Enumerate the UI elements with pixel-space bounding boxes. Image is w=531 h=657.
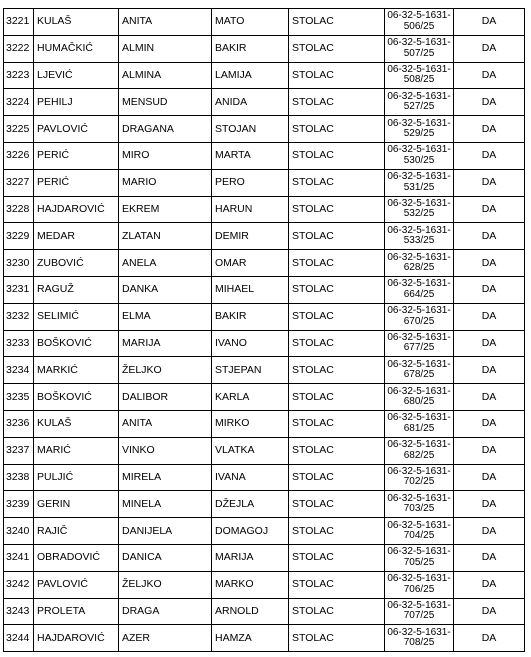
surname-cell: LJEVIĆ bbox=[34, 62, 119, 89]
case-number-cell bbox=[385, 89, 454, 116]
parent-name-cell: HAMZA bbox=[212, 625, 289, 652]
table-row bbox=[4, 35, 525, 62]
parent-name-cell: BAKIR bbox=[212, 35, 289, 62]
case-number-prefix: 06-32-5-1631- bbox=[387, 573, 451, 585]
status-cell: DA bbox=[454, 89, 525, 116]
surname-cell: SELIMIĆ bbox=[34, 303, 119, 330]
row-number: 3237 bbox=[4, 437, 34, 464]
case-number-prefix: 06-32-5-1631- bbox=[387, 599, 451, 611]
status-cell: DA bbox=[454, 491, 525, 518]
case-number-prefix: 06-32-5-1631- bbox=[387, 37, 451, 49]
first-name-cell: ZLATAN bbox=[119, 223, 212, 250]
status-cell: DA bbox=[454, 437, 525, 464]
case-number-prefix: 06-32-5-1631- bbox=[387, 117, 451, 129]
case-number-prefix: 06-32-5-1631- bbox=[387, 90, 451, 102]
surname-cell: RAJIČ bbox=[34, 518, 119, 545]
row-number: 3243 bbox=[4, 598, 34, 625]
table-row bbox=[4, 571, 525, 598]
status-cell: DA bbox=[454, 35, 525, 62]
municipality-cell: STOLAC bbox=[289, 464, 385, 491]
row-number: 3234 bbox=[4, 357, 34, 384]
table-row bbox=[4, 357, 525, 384]
table-row bbox=[4, 9, 525, 36]
status-cell: DA bbox=[454, 571, 525, 598]
table-row bbox=[4, 464, 525, 491]
table-row bbox=[4, 437, 525, 464]
municipality-cell: STOLAC bbox=[289, 62, 385, 89]
row-number: 3221 bbox=[4, 9, 34, 36]
case-number-prefix: 06-32-5-1631- bbox=[387, 492, 451, 504]
first-name-cell: ANELA bbox=[119, 250, 212, 277]
parent-name-cell: MIHAEL bbox=[212, 276, 289, 303]
first-name-cell: ALMIN bbox=[119, 35, 212, 62]
first-name-cell: DALIBOR bbox=[119, 384, 212, 411]
row-number: 3244 bbox=[4, 625, 34, 652]
table-row bbox=[4, 625, 525, 652]
case-number-suffix: 531/25 bbox=[403, 181, 435, 193]
table-row bbox=[4, 410, 525, 437]
case-number-suffix: 680/25 bbox=[403, 396, 435, 408]
case-number-cell bbox=[385, 464, 454, 491]
parent-name-cell: DEMIR bbox=[212, 223, 289, 250]
municipality-cell: STOLAC bbox=[289, 35, 385, 62]
row-number: 3240 bbox=[4, 518, 34, 545]
case-number-cell bbox=[385, 384, 454, 411]
first-name-cell: ŽELJKO bbox=[119, 357, 212, 384]
status-cell: DA bbox=[454, 464, 525, 491]
first-name-cell: ALMINA bbox=[119, 62, 212, 89]
case-number-prefix: 06-32-5-1631- bbox=[387, 305, 451, 317]
case-number-cell bbox=[385, 571, 454, 598]
status-cell: DA bbox=[454, 169, 525, 196]
parent-name-cell: PERO bbox=[212, 169, 289, 196]
status-cell: DA bbox=[454, 9, 525, 36]
row-number: 3226 bbox=[4, 142, 34, 169]
case-number-prefix: 06-32-5-1631- bbox=[387, 626, 451, 638]
case-number-prefix: 06-32-5-1631- bbox=[387, 412, 451, 424]
surname-cell: HAJDAROVIĆ bbox=[34, 625, 119, 652]
case-number-suffix: 670/25 bbox=[403, 315, 435, 327]
first-name-cell: DRAGA bbox=[119, 598, 212, 625]
surname-cell: BOŠKOVIĆ bbox=[34, 384, 119, 411]
parent-name-cell: IVANO bbox=[212, 330, 289, 357]
case-number-cell bbox=[385, 303, 454, 330]
first-name-cell: ELMA bbox=[119, 303, 212, 330]
municipality-cell: STOLAC bbox=[289, 544, 385, 571]
table-row bbox=[4, 62, 525, 89]
municipality-cell: STOLAC bbox=[289, 169, 385, 196]
parent-name-cell: OMAR bbox=[212, 250, 289, 277]
table-row bbox=[4, 384, 525, 411]
case-number-suffix: 677/25 bbox=[403, 342, 435, 354]
parent-name-cell: MATO bbox=[212, 9, 289, 36]
surname-cell: HAJDAROVIĆ bbox=[34, 196, 119, 223]
status-cell: DA bbox=[454, 223, 525, 250]
row-number: 3232 bbox=[4, 303, 34, 330]
status-cell: DA bbox=[454, 330, 525, 357]
case-number-suffix: 678/25 bbox=[403, 369, 435, 381]
surname-cell: MARIĆ bbox=[34, 437, 119, 464]
first-name-cell: DRAGANA bbox=[119, 116, 212, 143]
case-number-cell bbox=[385, 598, 454, 625]
case-number-cell bbox=[385, 357, 454, 384]
row-number: 3230 bbox=[4, 250, 34, 277]
case-number-cell bbox=[385, 142, 454, 169]
case-number-cell bbox=[385, 410, 454, 437]
parent-name-cell: HARUN bbox=[212, 196, 289, 223]
first-name-cell: DANIJELA bbox=[119, 518, 212, 545]
case-number-prefix: 06-32-5-1631- bbox=[387, 465, 451, 477]
table-row bbox=[4, 518, 525, 545]
row-number: 3236 bbox=[4, 410, 34, 437]
first-name-cell: DANKA bbox=[119, 276, 212, 303]
row-number: 3227 bbox=[4, 169, 34, 196]
case-number-cell bbox=[385, 625, 454, 652]
case-number-suffix: 682/25 bbox=[403, 449, 435, 461]
case-number-prefix: 06-32-5-1631- bbox=[387, 251, 451, 263]
case-number-prefix: 06-32-5-1631- bbox=[387, 331, 451, 343]
row-number: 3222 bbox=[4, 35, 34, 62]
surname-cell: PULJIĆ bbox=[34, 464, 119, 491]
row-number: 3241 bbox=[4, 544, 34, 571]
table-row bbox=[4, 276, 525, 303]
case-number-cell bbox=[385, 544, 454, 571]
case-number-prefix: 06-32-5-1631- bbox=[387, 224, 451, 236]
table-row bbox=[4, 116, 525, 143]
table-row bbox=[4, 169, 525, 196]
case-number-prefix: 06-32-5-1631- bbox=[387, 10, 451, 22]
municipality-cell: STOLAC bbox=[289, 116, 385, 143]
first-name-cell: MIRO bbox=[119, 142, 212, 169]
row-number: 3233 bbox=[4, 330, 34, 357]
case-number-suffix: 532/25 bbox=[403, 208, 435, 220]
parent-name-cell: MIRKO bbox=[212, 410, 289, 437]
first-name-cell: DANICA bbox=[119, 544, 212, 571]
parent-name-cell: IVANA bbox=[212, 464, 289, 491]
records-table bbox=[3, 8, 525, 652]
surname-cell: RAGUŽ bbox=[34, 276, 119, 303]
case-number-cell bbox=[385, 518, 454, 545]
table-row bbox=[4, 223, 525, 250]
case-number-cell bbox=[385, 276, 454, 303]
parent-name-cell: ANIDA bbox=[212, 89, 289, 116]
parent-name-cell: VLATKA bbox=[212, 437, 289, 464]
table-row bbox=[4, 544, 525, 571]
case-number-suffix: 708/25 bbox=[403, 637, 435, 649]
table-row bbox=[4, 303, 525, 330]
case-number-prefix: 06-32-5-1631- bbox=[387, 171, 451, 183]
status-cell: DA bbox=[454, 250, 525, 277]
case-number-suffix: 664/25 bbox=[403, 288, 435, 300]
surname-cell: GERIN bbox=[34, 491, 119, 518]
row-number: 3242 bbox=[4, 571, 34, 598]
surname-cell: HUMAČKIĆ bbox=[34, 35, 119, 62]
municipality-cell: STOLAC bbox=[289, 491, 385, 518]
case-number-suffix: 705/25 bbox=[403, 556, 435, 568]
status-cell: DA bbox=[454, 384, 525, 411]
case-number-prefix: 06-32-5-1631- bbox=[387, 439, 451, 451]
case-number-suffix: 508/25 bbox=[403, 74, 435, 86]
case-number-cell bbox=[385, 9, 454, 36]
parent-name-cell: STOJAN bbox=[212, 116, 289, 143]
case-number-cell bbox=[385, 223, 454, 250]
parent-name-cell: DŽEJLA bbox=[212, 491, 289, 518]
surname-cell: MARKIĆ bbox=[34, 357, 119, 384]
first-name-cell: ŽELJKO bbox=[119, 571, 212, 598]
row-number: 3228 bbox=[4, 196, 34, 223]
case-number-cell bbox=[385, 491, 454, 518]
table-row bbox=[4, 196, 525, 223]
status-cell: DA bbox=[454, 142, 525, 169]
municipality-cell: STOLAC bbox=[289, 357, 385, 384]
municipality-cell: STOLAC bbox=[289, 384, 385, 411]
row-number: 3225 bbox=[4, 116, 34, 143]
table-row bbox=[4, 598, 525, 625]
case-number-suffix: 681/25 bbox=[403, 422, 435, 434]
row-number: 3239 bbox=[4, 491, 34, 518]
status-cell: DA bbox=[454, 62, 525, 89]
first-name-cell: MARIJA bbox=[119, 330, 212, 357]
municipality-cell: STOLAC bbox=[289, 9, 385, 36]
first-name-cell: VINKO bbox=[119, 437, 212, 464]
row-number: 3223 bbox=[4, 62, 34, 89]
case-number-prefix: 06-32-5-1631- bbox=[387, 63, 451, 75]
status-cell: DA bbox=[454, 196, 525, 223]
first-name-cell: EKREM bbox=[119, 196, 212, 223]
parent-name-cell: BAKIR bbox=[212, 303, 289, 330]
surname-cell: KULAŠ bbox=[34, 9, 119, 36]
status-cell: DA bbox=[454, 276, 525, 303]
first-name-cell: AZER bbox=[119, 625, 212, 652]
municipality-cell: STOLAC bbox=[289, 598, 385, 625]
case-number-prefix: 06-32-5-1631- bbox=[387, 197, 451, 209]
case-number-cell bbox=[385, 35, 454, 62]
parent-name-cell: MARIJA bbox=[212, 544, 289, 571]
parent-name-cell: MARKO bbox=[212, 571, 289, 598]
municipality-cell: STOLAC bbox=[289, 303, 385, 330]
municipality-cell: STOLAC bbox=[289, 223, 385, 250]
case-number-suffix: 704/25 bbox=[403, 530, 435, 542]
case-number-suffix: 706/25 bbox=[403, 583, 435, 595]
case-number-prefix: 06-32-5-1631- bbox=[387, 519, 451, 531]
row-number: 3231 bbox=[4, 276, 34, 303]
municipality-cell: STOLAC bbox=[289, 437, 385, 464]
parent-name-cell: ARNOLD bbox=[212, 598, 289, 625]
municipality-cell: STOLAC bbox=[289, 89, 385, 116]
case-number-cell bbox=[385, 250, 454, 277]
case-number-cell bbox=[385, 62, 454, 89]
surname-cell: BOŠKOVIĆ bbox=[34, 330, 119, 357]
surname-cell: PERIĆ bbox=[34, 169, 119, 196]
table-row bbox=[4, 491, 525, 518]
first-name-cell: MIRELA bbox=[119, 464, 212, 491]
case-number-prefix: 06-32-5-1631- bbox=[387, 546, 451, 558]
municipality-cell: STOLAC bbox=[289, 250, 385, 277]
row-number: 3238 bbox=[4, 464, 34, 491]
municipality-cell: STOLAC bbox=[289, 410, 385, 437]
first-name-cell: ANITA bbox=[119, 9, 212, 36]
row-number: 3224 bbox=[4, 89, 34, 116]
table-row bbox=[4, 250, 525, 277]
case-number-suffix: 527/25 bbox=[403, 101, 435, 113]
surname-cell: PAVLOVIĆ bbox=[34, 116, 119, 143]
row-number: 3235 bbox=[4, 384, 34, 411]
surname-cell: KULAŠ bbox=[34, 410, 119, 437]
parent-name-cell: LAMIJA bbox=[212, 62, 289, 89]
municipality-cell: STOLAC bbox=[289, 276, 385, 303]
case-number-suffix: 533/25 bbox=[403, 235, 435, 247]
municipality-cell: STOLAC bbox=[289, 330, 385, 357]
first-name-cell: ANITA bbox=[119, 410, 212, 437]
case-number-suffix: 530/25 bbox=[403, 154, 435, 166]
municipality-cell: STOLAC bbox=[289, 625, 385, 652]
status-cell: DA bbox=[454, 303, 525, 330]
status-cell: DA bbox=[454, 116, 525, 143]
case-number-suffix: 529/25 bbox=[403, 128, 435, 140]
case-number-suffix: 707/25 bbox=[403, 610, 435, 622]
case-number-cell bbox=[385, 196, 454, 223]
status-cell: DA bbox=[454, 410, 525, 437]
case-number-prefix: 06-32-5-1631- bbox=[387, 144, 451, 156]
status-cell: DA bbox=[454, 625, 525, 652]
municipality-cell: STOLAC bbox=[289, 571, 385, 598]
surname-cell: MEDAR bbox=[34, 223, 119, 250]
surname-cell: PAVLOVIĆ bbox=[34, 571, 119, 598]
case-number-cell bbox=[385, 169, 454, 196]
records-body bbox=[4, 9, 525, 652]
case-number-prefix: 06-32-5-1631- bbox=[387, 385, 451, 397]
surname-cell: OBRADOVIĆ bbox=[34, 544, 119, 571]
table-row bbox=[4, 89, 525, 116]
case-number-cell bbox=[385, 116, 454, 143]
case-number-prefix: 06-32-5-1631- bbox=[387, 278, 451, 290]
municipality-cell: STOLAC bbox=[289, 142, 385, 169]
table-row bbox=[4, 330, 525, 357]
case-number-suffix: 702/25 bbox=[403, 476, 435, 488]
first-name-cell: MENSUD bbox=[119, 89, 212, 116]
row-number: 3229 bbox=[4, 223, 34, 250]
surname-cell: ZUBOVIĆ bbox=[34, 250, 119, 277]
status-cell: DA bbox=[454, 357, 525, 384]
case-number-cell bbox=[385, 330, 454, 357]
municipality-cell: STOLAC bbox=[289, 518, 385, 545]
parent-name-cell: DOMAGOJ bbox=[212, 518, 289, 545]
parent-name-cell: MARTA bbox=[212, 142, 289, 169]
surname-cell: PROLETA bbox=[34, 598, 119, 625]
case-number-suffix: 628/25 bbox=[403, 262, 435, 274]
case-number-suffix: 506/25 bbox=[403, 20, 435, 32]
surname-cell: PEHILJ bbox=[34, 89, 119, 116]
municipality-cell: STOLAC bbox=[289, 196, 385, 223]
case-number-prefix: 06-32-5-1631- bbox=[387, 358, 451, 370]
parent-name-cell: KARLA bbox=[212, 384, 289, 411]
case-number-cell bbox=[385, 437, 454, 464]
case-number-suffix: 507/25 bbox=[403, 47, 435, 59]
first-name-cell: MARIO bbox=[119, 169, 212, 196]
parent-name-cell: STJEPAN bbox=[212, 357, 289, 384]
case-number-suffix: 703/25 bbox=[403, 503, 435, 515]
first-name-cell: MINELA bbox=[119, 491, 212, 518]
status-cell: DA bbox=[454, 544, 525, 571]
status-cell: DA bbox=[454, 518, 525, 545]
table-row bbox=[4, 142, 525, 169]
status-cell: DA bbox=[454, 598, 525, 625]
surname-cell: PERIĆ bbox=[34, 142, 119, 169]
